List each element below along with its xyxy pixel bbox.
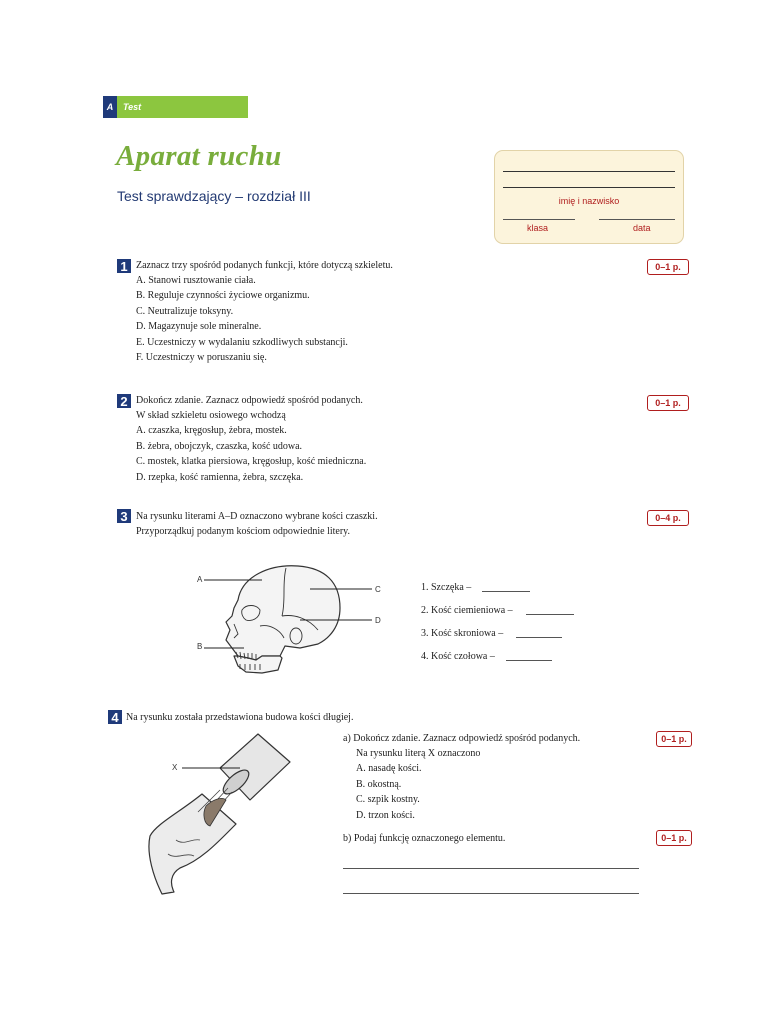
bone-epiphysis bbox=[149, 794, 236, 894]
date-label: data bbox=[633, 223, 651, 233]
option[interactable]: D. trzon kości. bbox=[356, 809, 415, 821]
answer-options bbox=[356, 746, 480, 823]
option[interactable]: A. nasadę kości. bbox=[356, 763, 422, 775]
name-label: imię i nazwisko bbox=[558, 196, 620, 206]
answer-line[interactable] bbox=[343, 868, 639, 869]
question-number: 3 bbox=[117, 509, 131, 523]
option[interactable]: A. Stanowi rusztowanie ciała. bbox=[136, 275, 256, 286]
points-badge: 0–1 p. bbox=[647, 395, 689, 411]
question-number: 2 bbox=[117, 394, 131, 408]
points-badge: 0–4 p. bbox=[647, 510, 689, 526]
points-badge: 0–1 p. bbox=[656, 830, 692, 846]
answer-blank[interactable] bbox=[526, 614, 574, 615]
skull-illustration bbox=[190, 560, 400, 695]
question-prompt: Na rysunku została przedstawiona budowa kości długiej. bbox=[126, 712, 354, 723]
question-stem: W skład szkieletu osiowego wchodzą bbox=[136, 410, 286, 421]
option[interactable]: F. Uczestniczy w poruszaniu się. bbox=[136, 352, 267, 364]
points-badge: 0–1 p. bbox=[647, 259, 689, 275]
label-a: A bbox=[197, 575, 203, 584]
answer-line[interactable] bbox=[343, 893, 639, 894]
match-item: 2. Kość ciemieniowa – bbox=[421, 605, 513, 616]
answer-blank[interactable] bbox=[516, 637, 562, 638]
option[interactable]: B. Reguluje czynności życiowe organizmu. bbox=[136, 290, 310, 302]
option[interactable]: B. żebra, obojczyk, czaszka, kość udowa. bbox=[136, 440, 303, 452]
label-c: C bbox=[375, 585, 381, 594]
long-bone-illustration bbox=[140, 728, 300, 898]
class-label: klasa bbox=[527, 223, 549, 233]
question-stem: Na rysunku literą X oznaczono bbox=[356, 748, 481, 759]
option[interactable]: E. Uczestniczy w wydalaniu szkodliwych substancji. bbox=[136, 336, 348, 348]
strip-letter: A bbox=[103, 96, 117, 118]
match-item: 4. Kość czołowa – bbox=[421, 651, 495, 662]
answer-blank[interactable] bbox=[506, 660, 552, 661]
prompt-line-2: Przyporządkuj podanym kościom odpowiednie litery. bbox=[136, 526, 351, 538]
match-item: 1. Szczęka – bbox=[421, 582, 472, 593]
class-line[interactable] bbox=[503, 219, 575, 220]
option[interactable]: C. mostek, klatka piersiowa, kręgosłup, kość miedniczna. bbox=[136, 456, 367, 468]
page-title: Aparat ruchu bbox=[116, 140, 282, 172]
date-line[interactable] bbox=[599, 219, 675, 220]
option[interactable]: B. okostną. bbox=[356, 778, 402, 790]
name-line-2[interactable] bbox=[503, 187, 675, 188]
question-number: 1 bbox=[117, 259, 131, 273]
option[interactable]: D. rzepka, kość ramienna, żebra, szczęka. bbox=[136, 471, 304, 483]
question-number: 4 bbox=[108, 710, 122, 724]
answer-blank[interactable] bbox=[482, 591, 530, 592]
question-prompt: Dokończ zdanie. Zaznacz odpowiedź spośród podanych. bbox=[136, 395, 363, 406]
name-line-1[interactable] bbox=[503, 171, 675, 172]
label-x: X bbox=[172, 763, 178, 772]
option[interactable]: A. czaszka, kręgosłup, żebra, mostek. bbox=[136, 425, 287, 437]
answer-options bbox=[136, 408, 366, 485]
answer-options bbox=[136, 273, 348, 365]
option[interactable]: C. Neutralizuje toksyny. bbox=[136, 305, 234, 317]
option[interactable]: C. szpik kostny. bbox=[356, 794, 420, 806]
prompt-line-1: Na rysunku literami A–D oznaczono wybrane kości czaszki. bbox=[136, 511, 378, 522]
question-prompt: a) Dokończ zdanie. Zaznacz odpowiedź spośród podanych. bbox=[343, 733, 581, 744]
page-subtitle: Test sprawdzający – rozdział III bbox=[117, 188, 311, 204]
label-b: B bbox=[197, 642, 203, 651]
strip-label: Test bbox=[117, 96, 248, 118]
question-prompt: Zaznacz trzy spośród podanych funkcji, które dotyczą szkieletu. bbox=[136, 260, 393, 271]
student-info-box bbox=[494, 150, 684, 244]
section-strip bbox=[103, 96, 248, 118]
option[interactable]: D. Magazynuje sole mineralne. bbox=[136, 321, 262, 333]
label-d: D bbox=[375, 616, 381, 625]
points-badge: 0–1 p. bbox=[656, 731, 692, 747]
match-item: 3. Kość skroniowa – bbox=[421, 628, 504, 639]
question-prompt: b) Podaj funkcję oznaczonego elementu. bbox=[343, 833, 506, 844]
question-prompt bbox=[136, 509, 378, 540]
